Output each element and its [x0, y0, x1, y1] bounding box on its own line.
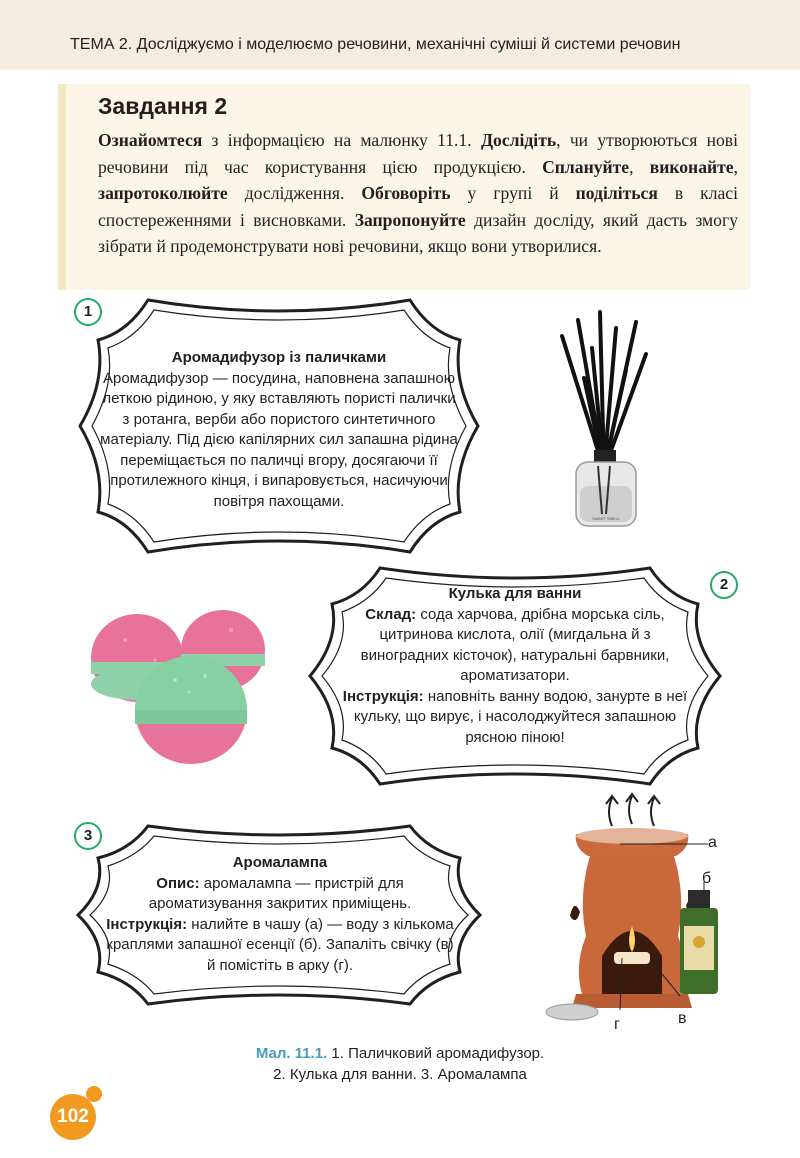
task-emphasis: Ознайомтеся	[98, 130, 203, 150]
task-accent-bar	[58, 84, 66, 290]
lamp-label-b: б	[702, 870, 712, 887]
item-text-1: Аромадифузор — посудина, наповнена запашною леткою рідиною, у яку вставляють пористі палички з ротанга, верби або пористого синтетичного матеріалу. Під дією капілярних сил запашна рідина переміщається по паличці вгору, досягаючи її протилежного кінця, і випаровується, насичуючи повітря пахощами.	[100, 369, 458, 510]
description-text: аромалампа — пристрій для ароматизування закритих приміщень.	[148, 874, 412, 912]
instruction-label-2: Інструкція:	[342, 687, 424, 705]
item-title-2: Кулька для ванни	[448, 585, 582, 602]
item-number-3: 3	[74, 822, 102, 850]
caption-line-2: 2. Кулька для ванни. 3. Аромалампа	[273, 1066, 527, 1083]
task-emphasis: Дослідіть	[480, 130, 557, 150]
bubble-text-3	[104, 853, 456, 976]
aroma-lamp-image	[540, 786, 740, 1032]
bubble-text-2	[334, 584, 696, 748]
task-text: дизайн досліду, який дасть змогу зібрати й продемонструвати нові речовини, якщо вони утворилися.	[98, 209, 738, 256]
lamp-label-v: в	[678, 1010, 687, 1027]
vapor-arrows-icon	[606, 794, 660, 826]
item-number-1: 1	[74, 298, 102, 326]
task-emphasis: Сплануйте	[542, 156, 630, 177]
task-title: Завдання 2	[98, 93, 228, 119]
bubble-text-1	[98, 348, 460, 512]
task-emphasis: виконайте	[649, 156, 734, 177]
caption-line-1: 1. Паличковий аромадифузор.	[331, 1045, 545, 1062]
task-text: з інформацією на малюнку 11.1.	[202, 130, 481, 150]
lamp-label-a: а	[708, 834, 717, 851]
running-title: ТЕМА 2. Досліджуємо і моделюємо речовини, механічні суміші й системи речовин	[70, 36, 681, 53]
description-label: Опис:	[156, 874, 200, 892]
task-emphasis: поділіться	[575, 183, 658, 203]
instruction-label-3: Інструкція:	[106, 915, 188, 933]
composition-label: Склад:	[365, 605, 417, 623]
task-text: дослідження.	[227, 183, 362, 203]
diffuser-image	[540, 300, 674, 532]
diffuser-brand-label: SMART SMELL	[591, 516, 621, 521]
task-emphasis: Обговоріть	[361, 183, 451, 203]
caption-label: Мал. 11.1.	[255, 1045, 328, 1062]
task-text: ,	[629, 156, 650, 177]
task-text: ,	[733, 156, 738, 177]
page-number: 102	[50, 1094, 96, 1140]
task-body	[98, 127, 738, 260]
lamp-label-g: г	[614, 1016, 620, 1033]
task-text: у групі й	[450, 183, 576, 203]
task-emphasis: Запропонуйте	[354, 209, 466, 230]
item-title-1: Аромадифузор із паличками	[171, 349, 387, 366]
item-title-3: Аромалампа	[232, 854, 328, 871]
composition-text: сода харчова, дрібна морська сіль, цитринова кислота, олії (мигдальна й з виноградних кісточок), натуральні барвники, ароматизатори.	[360, 605, 670, 684]
bath-bombs-image	[85, 600, 275, 768]
item-number-2: 2	[710, 571, 738, 599]
task-text: в класі спостереженнями і висновками.	[98, 183, 738, 230]
instruction-text-3: налийте в чашу (а) — воду з кількома краплями запашної есенції (б). Запаліть свічку (в) й помістіть в арку (г).	[106, 915, 454, 974]
instruction-text-2: наповніть ванну водою, занурте в неї кульку, що вирує, і насолоджуйтеся запашною рясною піною!	[353, 687, 688, 746]
task-text: , чи утворюються нові речовини під час користування цією продукцією.	[98, 130, 738, 177]
task-emphasis: запротоколюйте	[98, 183, 228, 203]
figure-caption	[150, 1043, 650, 1085]
header-bar	[0, 0, 800, 70]
